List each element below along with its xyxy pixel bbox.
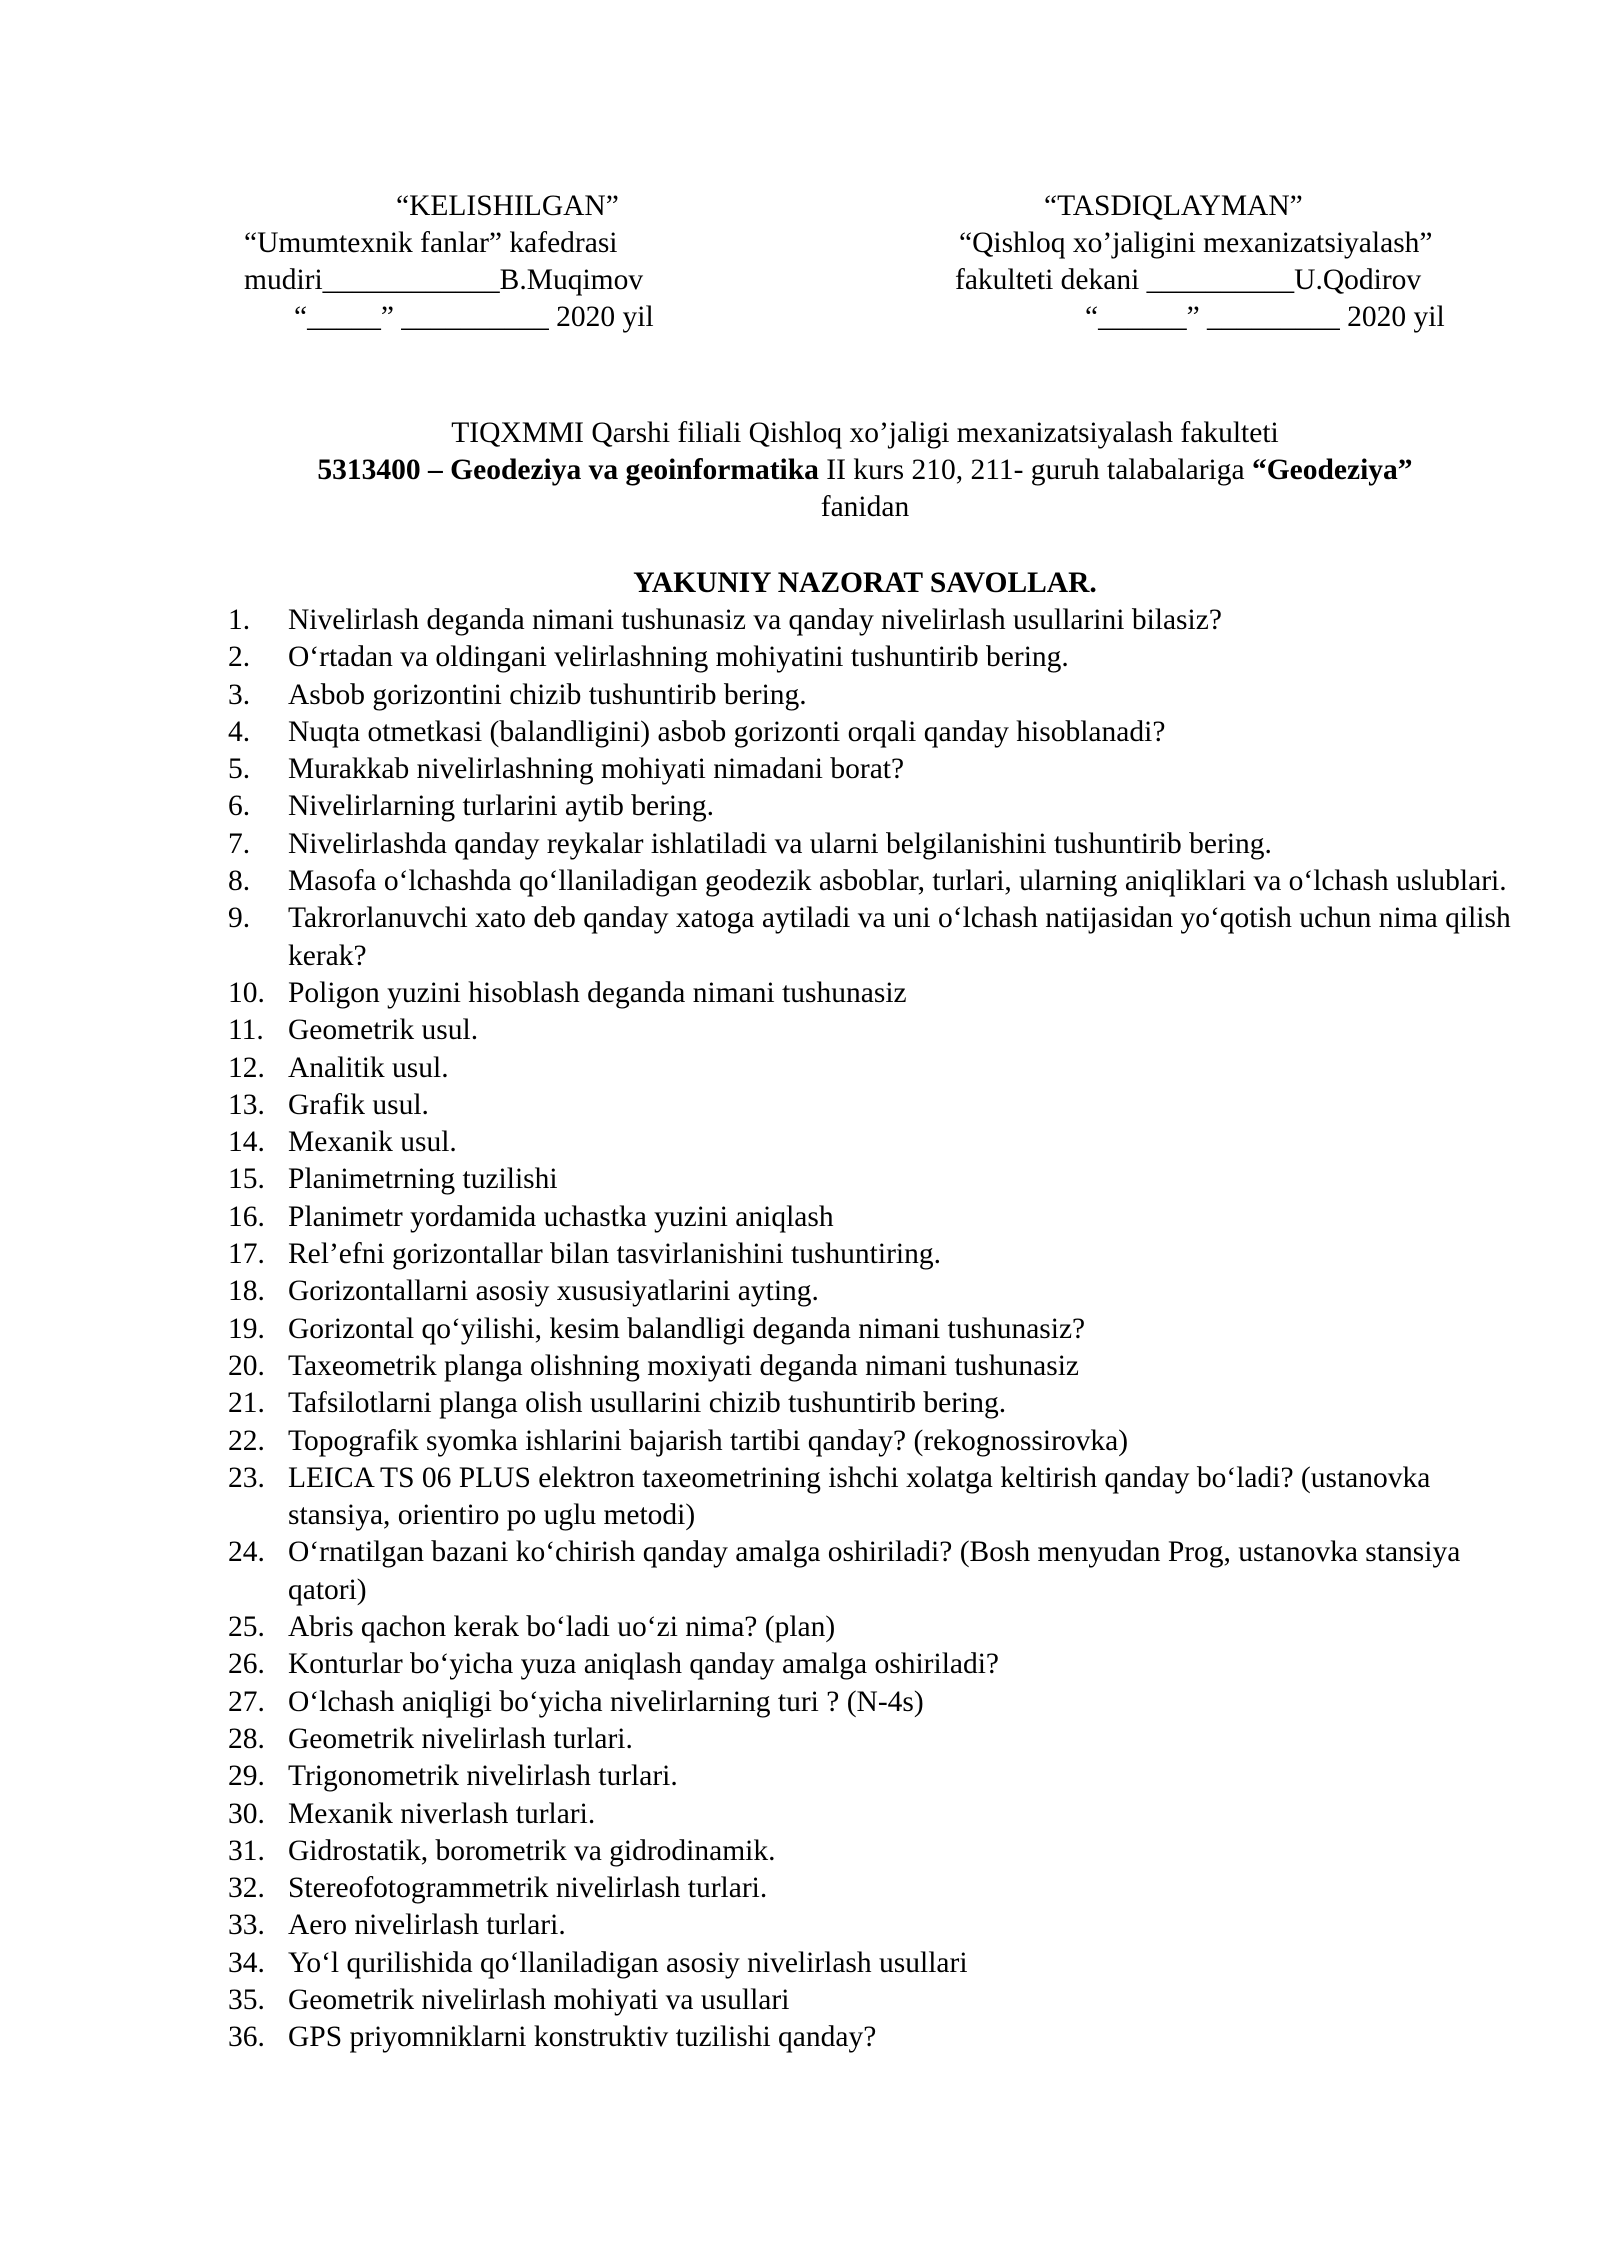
question-text: Planimetrning tuzilishi xyxy=(288,1163,558,1196)
question-text: Nivelirlash deganda nimani tushunasiz va qanday nivelirlash usullarini bilasiz? xyxy=(288,604,1222,636)
question-number: 13. xyxy=(228,1088,265,1121)
question-number: 4. xyxy=(228,715,251,748)
group-info: II kurs 210, 211- guruh talabalariga xyxy=(818,454,1252,486)
question-text: Nivelirlarning turlarini aytib bering. xyxy=(288,790,714,823)
question-item xyxy=(228,1161,1528,1198)
question-item xyxy=(228,900,1528,975)
question-number: 1. xyxy=(228,604,251,636)
question-text: Murakkab nivelirlashning mohiyati nimadani borat? xyxy=(288,753,905,786)
question-number: 28. xyxy=(228,1722,265,1755)
document-heading: YAKUNIY NAZORAT SAVOLLAR. xyxy=(633,567,1097,599)
department-line: “Umumtexnik fanlar” kafedrasi xyxy=(244,227,618,259)
approval-block-approved xyxy=(955,188,1445,336)
question-item xyxy=(228,714,1528,751)
course-line xyxy=(200,452,1530,489)
question-number: 5. xyxy=(228,753,251,786)
question-number: 23. xyxy=(228,1461,265,1494)
question-item xyxy=(228,1758,1528,1795)
question-item xyxy=(228,1385,1528,1422)
subject-suffix: fanidan xyxy=(820,491,910,523)
question-number: 30. xyxy=(228,1797,265,1830)
question-item xyxy=(228,639,1528,676)
institution-line: TIQXMMI Qarshi filiali Qishloq xo’jaligi mexanizatsiyalash fakulteti xyxy=(451,417,1279,449)
question-item xyxy=(228,1945,1528,1982)
question-number: 22. xyxy=(228,1424,265,1457)
question-number: 16. xyxy=(228,1200,265,1233)
question-text: Gorizontal qo‘yilishi, kesim balandligi deganda nimani tushunasiz? xyxy=(288,1312,1086,1345)
question-number: 3. xyxy=(228,678,251,711)
question-item xyxy=(228,1124,1528,1161)
question-text: Asbob gorizontini chizib tushuntirib bering. xyxy=(288,678,807,711)
question-item xyxy=(228,1273,1528,1310)
question-text: Analitik usul. xyxy=(288,1051,449,1084)
question-number: 10. xyxy=(228,976,265,1009)
question-text: Poligon yuzini hisoblash deganda nimani tushunasiz xyxy=(288,976,907,1009)
question-text: Nivelirlashda qanday reykalar ishlatiladi va ularni belgilanishini tushuntirib bering. xyxy=(288,827,1272,860)
question-item xyxy=(228,1870,1528,1907)
question-number: 34. xyxy=(228,1946,265,1979)
question-item xyxy=(228,788,1528,825)
question-text: Planimetr yordamida uchastka yuzini aniqlash xyxy=(288,1200,834,1233)
question-text: O‘rtadan va oldingani velirlashning mohiyatini tushuntirib bering. xyxy=(288,641,1069,674)
question-item xyxy=(228,1460,1528,1535)
question-number: 17. xyxy=(228,1238,265,1271)
question-item xyxy=(228,1534,1528,1609)
question-number: 33. xyxy=(228,1909,265,1942)
question-item xyxy=(228,602,1528,639)
question-number: 2. xyxy=(228,641,251,674)
specialty-name: 5313400 – Geodeziya va geoinformatika xyxy=(317,454,819,486)
question-number: 9. xyxy=(228,902,251,935)
question-item xyxy=(228,1199,1528,1236)
question-text: Gidrostatik, borometrik va gidrodinamik. xyxy=(288,1834,776,1867)
question-item xyxy=(228,1796,1528,1833)
question-text: Mexanik niverlash turlari. xyxy=(288,1797,596,1830)
question-number: 21. xyxy=(228,1387,265,1420)
question-number: 27. xyxy=(228,1685,265,1718)
question-item xyxy=(228,751,1528,788)
question-number: 32. xyxy=(228,1872,265,1905)
question-item xyxy=(228,677,1528,714)
question-number: 11. xyxy=(228,1014,264,1047)
question-number: 35. xyxy=(228,1983,265,2016)
question-text: GPS priyomniklarni konstruktiv tuzilishi qanday? xyxy=(288,2021,877,2054)
question-item xyxy=(228,1050,1528,1087)
question-text: O‘lchash aniqligi bo‘yicha nivelirlarning turi ? (N-4s) xyxy=(288,1685,924,1718)
question-item xyxy=(228,2019,1528,2056)
question-item xyxy=(228,1423,1528,1460)
question-item xyxy=(228,1087,1528,1124)
question-item xyxy=(228,1982,1528,2019)
question-text: Yo‘l qurilishida qo‘llaniladigan asosiy nivelirlash usullari xyxy=(288,1946,968,1979)
date-line: “______” _________ 2020 yil xyxy=(1085,301,1445,333)
question-text: Konturlar bo‘yicha yuza aniqlash qanday amalga oshiriladi? xyxy=(288,1648,1000,1681)
question-text: Nuqta otmetkasi (balandligini) asbob gorizonti orqali qanday hisoblanadi? xyxy=(288,715,1166,748)
question-number: 6. xyxy=(228,790,251,823)
question-number: 19. xyxy=(228,1312,265,1345)
question-text: Geometrik usul. xyxy=(288,1014,479,1047)
question-item xyxy=(228,1348,1528,1385)
question-number: 24. xyxy=(228,1536,265,1569)
question-text: Grafik usul. xyxy=(288,1088,429,1121)
question-item xyxy=(228,1907,1528,1944)
dean-signature-line: fakulteti dekani __________U.Qodirov xyxy=(955,264,1422,296)
question-text: Masofa o‘lchashda qo‘llaniladigan geodezik asboblar, turlari, ularning aniqliklari va o‘lchash uslublari. xyxy=(288,865,1507,898)
question-number: 36. xyxy=(228,2021,265,2054)
question-text: Geometrik nivelirlash mohiyati va usullari xyxy=(288,1983,790,2016)
question-number: 26. xyxy=(228,1648,265,1681)
question-text: LEICA TS 06 PLUS elektron taxeometrining ishchi xolatga keltirish qanday bo‘ladi? (ustanovka stansiya, orientiro po uglu metodi) xyxy=(288,1461,1431,1532)
question-text: Trigonometrik nivelirlash turlari. xyxy=(288,1760,678,1793)
question-list xyxy=(228,602,1528,2057)
question-number: 7. xyxy=(228,827,251,860)
question-number: 31. xyxy=(228,1834,265,1867)
question-text: Tafsilotlarni planga olish usullarini chizib tushuntirib bering. xyxy=(288,1387,1007,1420)
question-number: 25. xyxy=(228,1611,265,1644)
question-item xyxy=(228,863,1528,900)
question-number: 14. xyxy=(228,1126,265,1159)
approval-title: “TASDIQLAYMAN” xyxy=(1044,190,1303,222)
question-item xyxy=(228,826,1528,863)
question-text: Takrorlanuvchi xato deb qanday xatoga aytiladi va uni o‘lchash natijasidan yo‘qotish uchun nima qilish kerak? xyxy=(288,902,1511,972)
question-text: Abris qachon kerak bo‘ladi uo‘zi nima? (plan) xyxy=(288,1611,836,1644)
subject-name: “Geodeziya” xyxy=(1251,454,1413,486)
question-text: Mexanik usul. xyxy=(288,1126,457,1159)
question-number: 18. xyxy=(228,1275,265,1308)
faculty-line: “Qishloq xo’jaligini mexanizatsiyalash” xyxy=(959,227,1433,259)
question-text: Aero nivelirlash turlari. xyxy=(288,1909,566,1942)
question-number: 12. xyxy=(228,1051,265,1084)
approval-title: “KELISHILGAN” xyxy=(396,190,619,222)
question-text: Gorizontallarni asosiy xususiyatlarini ayting. xyxy=(288,1275,819,1308)
question-text: Topografik syomka ishlarini bajarish tartibi qanday? (rekognossirovka) xyxy=(288,1424,1129,1457)
question-item xyxy=(228,1646,1528,1683)
question-text: O‘rnatilgan bazani ko‘chirish qanday amalga oshiriladi? (Bosh menyudan Prog, ustanovka stansiya qatori) xyxy=(288,1536,1461,1606)
question-text: Stereofotogrammetrik nivelirlash turlari. xyxy=(288,1872,768,1905)
question-item xyxy=(228,1236,1528,1273)
question-item xyxy=(228,1833,1528,1870)
document-intro xyxy=(200,415,1530,526)
question-number: 15. xyxy=(228,1163,265,1196)
question-number: 8. xyxy=(228,865,251,898)
department-head-signature-line: mudiri____________B.Muqimov xyxy=(244,264,644,296)
question-text: Geometrik nivelirlash turlari. xyxy=(288,1722,633,1755)
question-item xyxy=(228,1684,1528,1721)
approval-block-agreed xyxy=(244,188,654,336)
question-text: Rel’efni gorizontallar bilan tasvirlanishini tushuntiring. xyxy=(288,1238,941,1271)
question-item xyxy=(228,1311,1528,1348)
question-item xyxy=(228,1609,1528,1646)
question-item xyxy=(228,975,1528,1012)
question-item xyxy=(228,1721,1528,1758)
question-number: 20. xyxy=(228,1349,265,1382)
question-number: 29. xyxy=(228,1760,265,1793)
question-text: Taxeometrik planga olishning moxiyati deganda nimani tushunasiz xyxy=(288,1349,1079,1382)
date-line: “_____” __________ 2020 yil xyxy=(294,301,654,333)
question-item xyxy=(228,1012,1528,1049)
